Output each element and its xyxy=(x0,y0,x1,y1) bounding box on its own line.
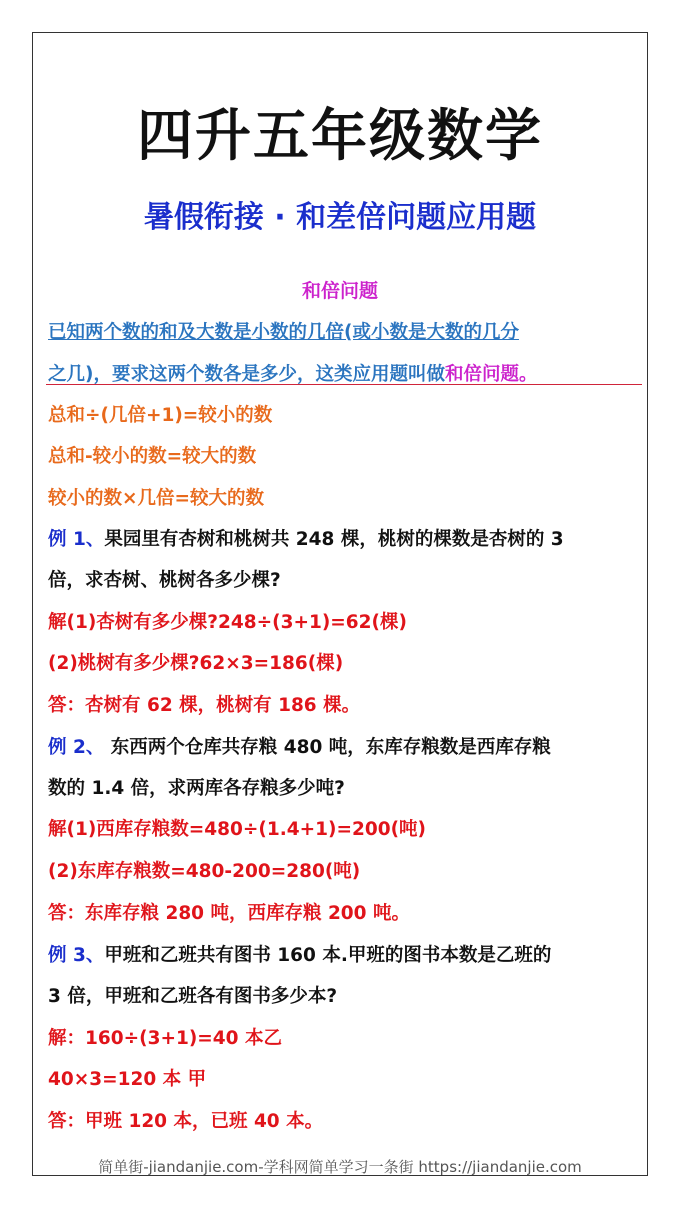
intro-keyword: 和倍问题。 xyxy=(444,364,538,385)
example-3-label: 例 3、 xyxy=(48,945,105,966)
example-1-question-2: 倍，求杏树、桃树各多少棵? xyxy=(48,570,281,591)
footer-watermark: 简单街-jiandanjie.com-学科网简单学习一条街 https://jiandanjie.com xyxy=(98,1158,582,1176)
example-2-answer: 答：东库存粮 280 吨，西库存粮 200 吨。 xyxy=(48,903,410,924)
example-1-label: 例 1、 xyxy=(48,529,105,550)
example-1-solution-2: (2)桃树有多少棵?62×3=186(棵) xyxy=(48,653,344,674)
example-1-question-1: 果园里有杏树和桃树共 248 棵，桃树的棵数是杏树的 3 xyxy=(104,529,564,550)
example-2-solution-1: 解(1)西库存粮数=480÷(1.4+1)=200(吨) xyxy=(48,819,426,840)
example-3-question-1: 甲班和乙班共有图书 160 本.甲班的图书本数是乙班的 xyxy=(104,945,552,966)
example-1-solution-1: 解(1)杏树有多少棵?248÷(3+1)=62(棵) xyxy=(48,612,407,633)
intro-underline xyxy=(46,384,642,385)
example-3-answer: 答：甲班 120 本，已班 40 本。 xyxy=(48,1111,324,1132)
example-1-answer: 答：杏树有 62 棵，桃树有 186 棵。 xyxy=(48,695,361,716)
page-title: 四升五年级数学 xyxy=(137,103,543,169)
example-1-question-line-1 xyxy=(48,525,564,555)
formula-3: 较小的数×几倍=较大的数 xyxy=(48,488,265,509)
example-2-question-line-1 xyxy=(48,733,551,763)
formula-1: 总和÷(几倍+1)=较小的数 xyxy=(48,405,273,426)
intro-line-1 xyxy=(48,318,519,348)
example-3-question-line-1 xyxy=(48,941,551,971)
example-3-solution-2: 40×3=120 本 甲 xyxy=(48,1069,207,1090)
intro-text-1: 已知两个数的和及大数是小数的几倍(或小数是大数的几分 xyxy=(48,322,519,343)
example-2-solution-2: (2)东库存粮数=480-200=280(吨) xyxy=(48,861,361,882)
formula-2: 总和-较小的数=较大的数 xyxy=(48,446,257,467)
example-2-label: 例 2、 xyxy=(48,737,105,758)
page-subtitle: 暑假衔接 · 和差倍问题应用题 xyxy=(143,200,537,235)
example-3-question-2: 3 倍，甲班和乙班各有图书多少本? xyxy=(48,986,338,1007)
example-3-solution-1: 解：160÷(3+1)=40 本乙 xyxy=(48,1028,282,1049)
example-2-question-2: 数的 1.4 倍，求两库各存粮多少吨? xyxy=(48,778,345,799)
section-title: 和倍问题 xyxy=(301,280,378,302)
example-2-question-1: 东西两个仓库共存粮 480 吨，东库存粮数是西库存粮 xyxy=(104,737,551,758)
intro-text-2: 之几)，要求这两个数各是多少，这类应用题叫做 xyxy=(48,364,445,385)
intro-line-2 xyxy=(48,360,537,390)
